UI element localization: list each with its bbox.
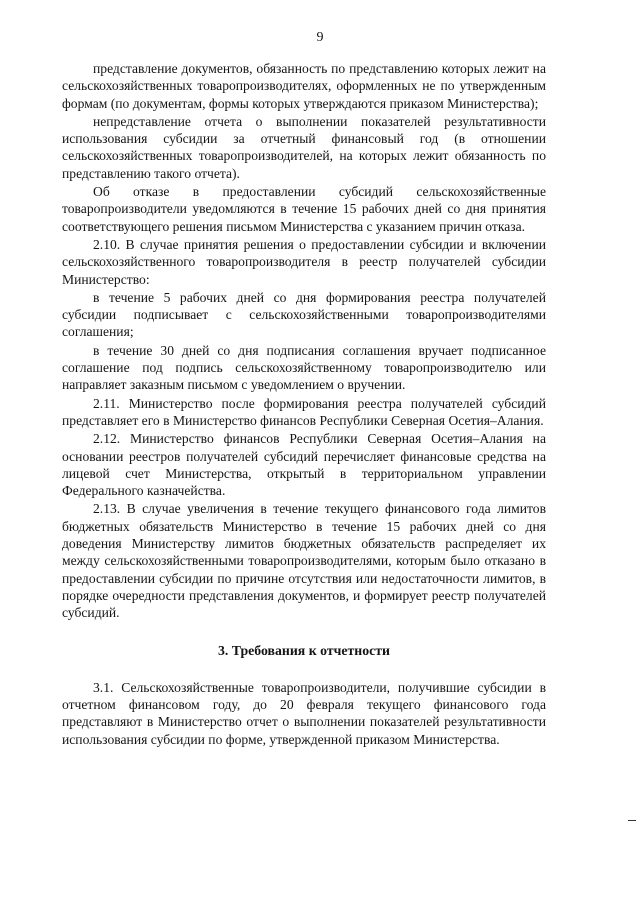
paragraph-refusal-notification: Об отказе в предоставлении субсидий сельскохозяйственные товаропроизводители уведомляются в течение 15 рабочих дней со дня принятия соответствующего решения письмом Министерства с указанием причин отказа. <box>62 184 546 234</box>
margin-dash-mark <box>628 820 636 821</box>
section-heading-reporting-requirements: 3. Требования к отчетности <box>218 642 390 658</box>
paragraph-clause-3-1: 3.1. Сельскохозяйственные товаропроизводители, получившие субсидии в отчетном финансовом году, до 20 февраля текущего финансового года представляют в Министерство отчет о выполнении показателей результативности использования субсидии по форме, утвержденной приказом Министерства. <box>62 679 546 747</box>
paragraph-agreement-delivery: в течение 30 дней со дня подписания соглашения вручает подписанное соглашение под подпись сельскохозяйственному товаропроизводителю или направляет заказным письмом с уведомлением о вручении. <box>62 342 546 393</box>
paragraph-clause-2-10: 2.10. В случае принятия решения о предоставлении субсидии и включении сельскохозяйственного товаропроизводителя в реестр получателей субсидии Министерство: <box>62 236 546 287</box>
paragraph-clause-2-13: 2.13. В случае увеличения в течение текущего финансового года лимитов бюджетных обязательств Министерство в течение 15 рабочих дней со дня доведения Министерству лимитов бюджетных обязательств распределяет их между сельскохозяйственными товаропроизводителями, которым было отказано в предоставлении субсидии по причине отсутствия или недостаточности лимитов, в порядке очередности представления документов, и формирует реестр получателей субсидий. <box>62 501 546 621</box>
paragraph-clause-2-12: 2.12. Министерство финансов Республики Северная Осетия–Алания на основании реестров получателей субсидий перечисляет финансовые средства на лицевой счет Министерства, открытый в территориальном управлении Федерального казначейства. <box>62 431 546 499</box>
paragraph-report-not-submitted-reason: непредставление отчета о выполнении показателей результативности использования субсидии за отчетный финансовый год (в отношении сельскохозяйственных товаропроизводителей, на которых лежит обязанность по представлению такого отчета). <box>62 113 546 181</box>
paragraph-agreement-signing: в течение 5 рабочих дней со дня формирования реестра получателей субсидии подписывает с сельскохозяйственными товаропроизводителями соглашения; <box>62 289 546 340</box>
page-number: 9 <box>316 30 324 45</box>
document-body <box>62 60 546 749</box>
paragraph-clause-2-11: 2.11. Министерство после формирования реестра получателей субсидий представляет его в Министерство финансов Республики Северная Осетия–Алания. <box>62 395 546 428</box>
paragraph-document-form-refusal-reason: представление документов, обязанность по представлению которых лежит на сельскохозяйственных товаропроизводителях, оформленных не по утвержденным формам (по документам, формы которых утверждаются приказом Министерства); <box>62 61 546 111</box>
